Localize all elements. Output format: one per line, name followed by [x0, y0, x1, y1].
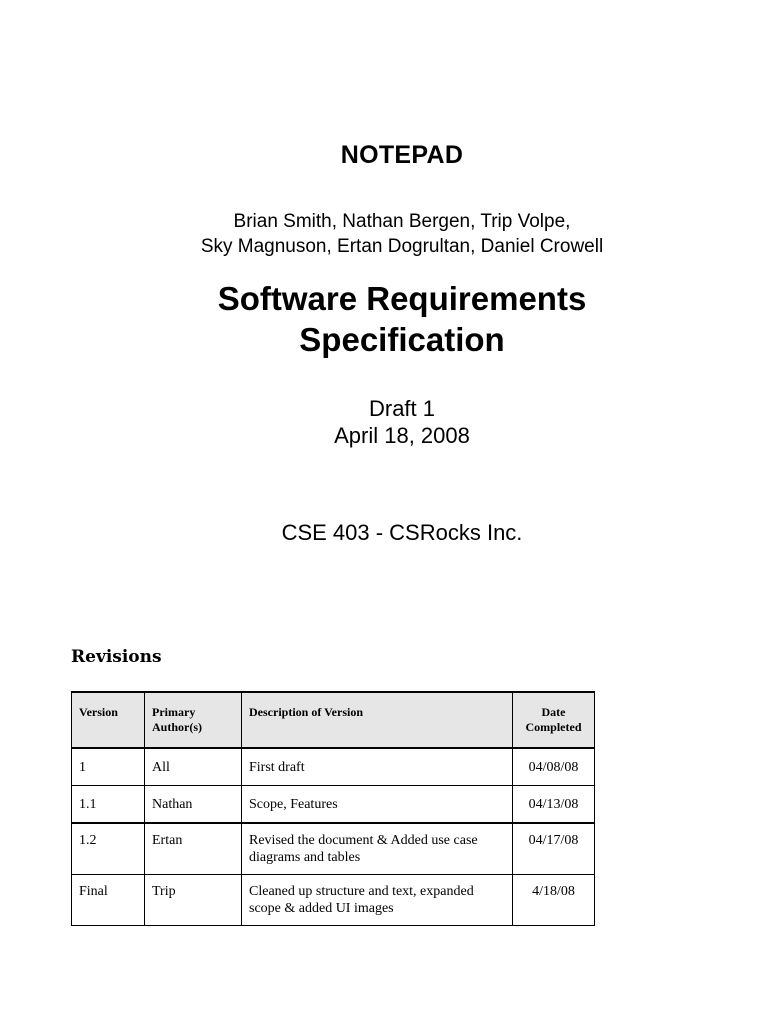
cell-date: 04/17/08: [513, 823, 595, 875]
cell-description: Revised the document & Added use case diagrams and tables: [242, 823, 513, 875]
header-date-line-1: Date: [541, 705, 566, 719]
cell-version: 1: [72, 748, 145, 786]
cell-description: Scope, Features: [242, 786, 513, 824]
table-row: [72, 786, 595, 824]
header-date-line-2: Completed: [525, 720, 582, 734]
table-row: [72, 748, 595, 786]
revisions-heading: Revisions: [71, 647, 162, 667]
draft-info: [0, 395, 768, 449]
cell-version: 1.2: [72, 823, 145, 875]
header-version: Version: [72, 692, 145, 748]
cell-date: 04/08/08: [513, 748, 595, 786]
cell-description: Cleaned up structure and text, expanded scope & added UI images: [242, 875, 513, 926]
authors-line-1: Brian Smith, Nathan Bergen, Trip Volpe,: [233, 211, 571, 232]
cell-author: All: [145, 748, 242, 786]
header-author-line-2: Author(s): [152, 720, 202, 734]
cell-author: Trip: [145, 875, 242, 926]
draft-date: April 18, 2008: [334, 423, 470, 448]
table-row: [72, 823, 595, 875]
cell-version: Final: [72, 875, 145, 926]
draft-label: Draft 1: [368, 396, 436, 421]
cell-author: Ertan: [145, 823, 242, 875]
header-author-line-1: Primary: [152, 705, 196, 719]
cell-date: 4/18/08: [513, 875, 595, 926]
header-description: Description of Version: [242, 692, 513, 748]
header-date: [513, 692, 595, 748]
header-author: [145, 692, 242, 748]
document-title-line-2: Specification: [299, 321, 505, 358]
table-row: [72, 875, 595, 926]
document-title: [0, 278, 768, 360]
cell-version: 1.1: [72, 786, 145, 824]
app-name: NOTEPAD: [340, 141, 464, 169]
revisions-table: [71, 691, 595, 926]
table-header-row: [72, 692, 595, 748]
document-title-line-1: Software Requirements: [217, 280, 587, 317]
cell-description: First draft: [242, 748, 513, 786]
cell-date: 04/13/08: [513, 786, 595, 824]
course-info: CSE 403 - CSRocks Inc.: [281, 520, 523, 545]
authors: [0, 209, 768, 259]
authors-line-2: Sky Magnuson, Ertan Dogrultan, Daniel Crowell: [200, 236, 604, 257]
cell-author: Nathan: [145, 786, 242, 824]
